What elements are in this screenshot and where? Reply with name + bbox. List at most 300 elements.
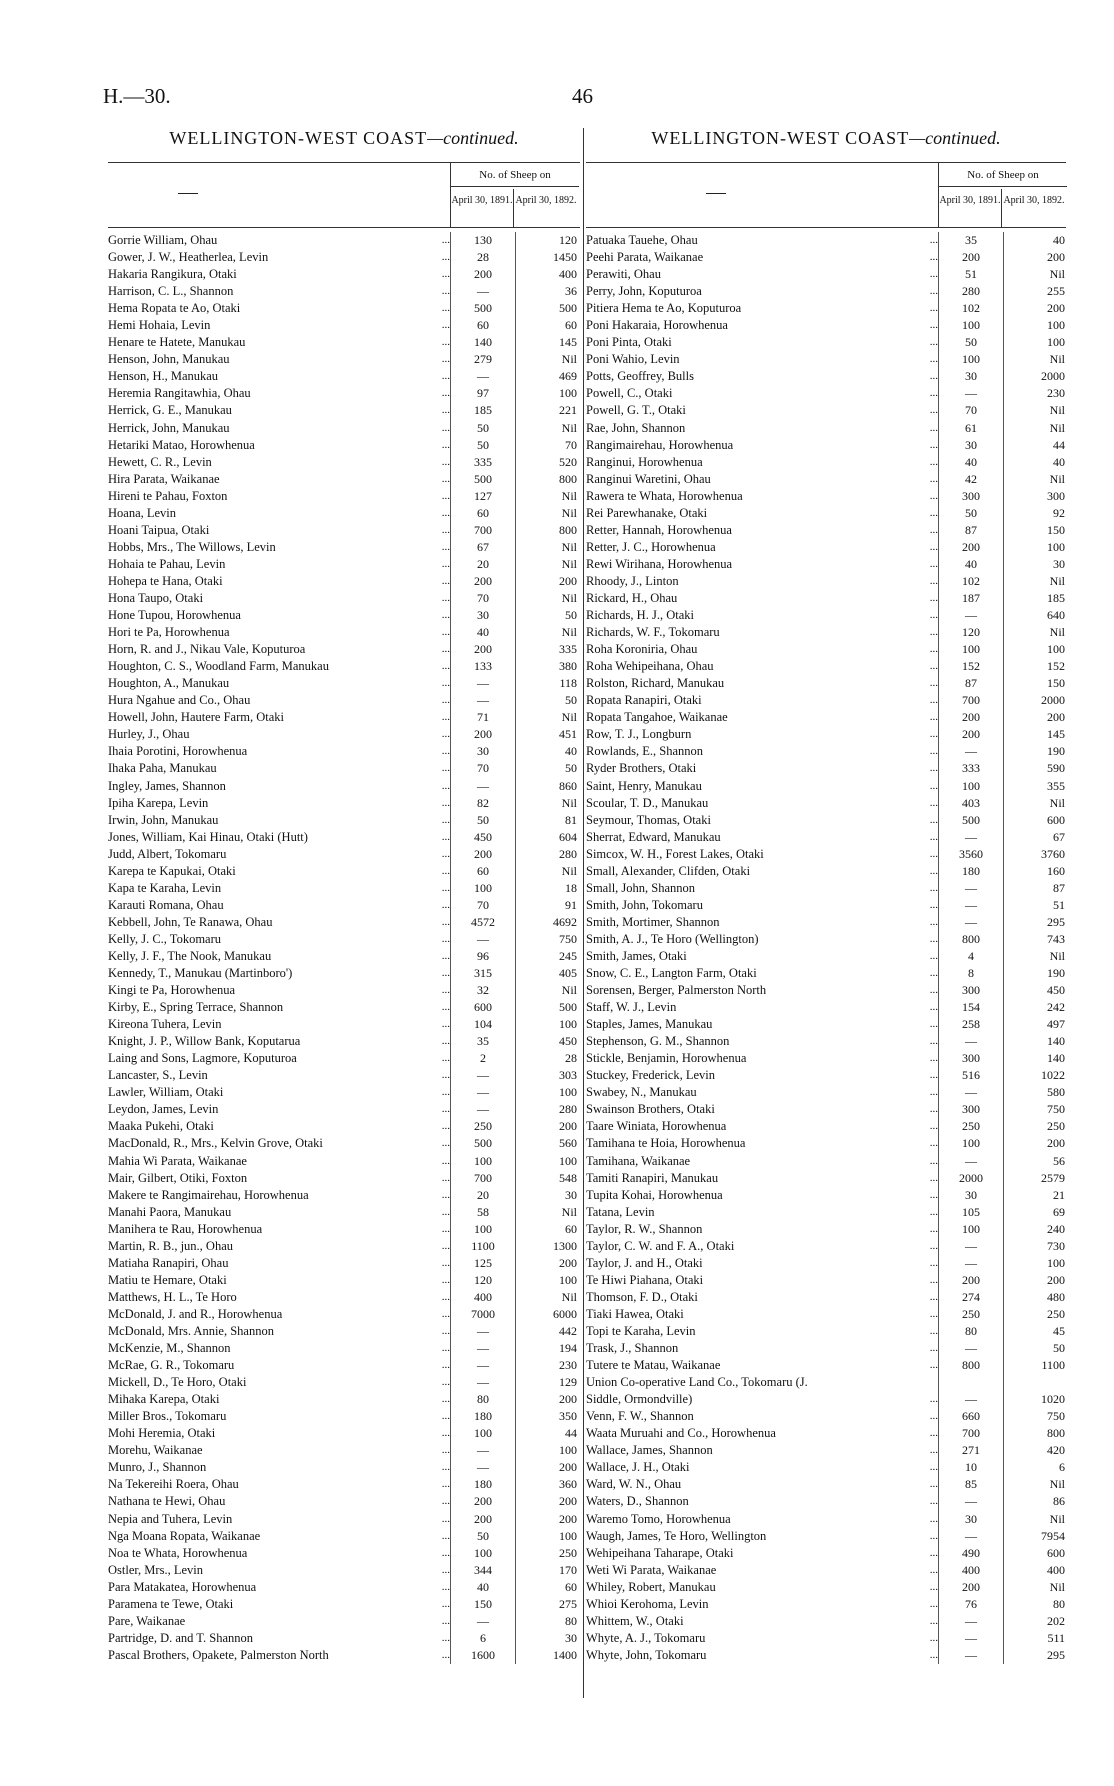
leader-dots: ... <box>441 506 450 519</box>
table-row <box>108 658 580 675</box>
sheep-1892: 69 <box>1003 1204 1067 1221</box>
table-row <box>108 795 580 812</box>
table-row <box>586 1647 1066 1664</box>
leader-dots: ... <box>929 1035 938 1048</box>
sheep-1892: 70 <box>515 437 579 454</box>
sheep-1891: 154 <box>938 999 1003 1016</box>
leader-dots: ... <box>929 1239 938 1252</box>
sheep-1891: 300 <box>938 982 1003 999</box>
leader-dots: ... <box>441 1495 450 1508</box>
sheep-1891: 100 <box>938 778 1003 795</box>
leader-dots: ... <box>441 1648 450 1661</box>
sheep-1891: — <box>450 1442 515 1459</box>
leader-dots: ... <box>929 1120 938 1133</box>
sheep-1892: 200 <box>515 1459 579 1476</box>
owner-name: Taylor, R. W., Shannon <box>586 1221 703 1236</box>
sheep-1892: 152 <box>1003 658 1067 675</box>
owner-name: Retter, Hannah, Horowhenua <box>586 522 732 537</box>
table-row <box>586 1033 1066 1050</box>
leader-dots: ... <box>929 540 938 553</box>
owner-name: Smith, A. J., Te Horo (Wellington) <box>586 931 759 946</box>
leader-dots: ... <box>441 1342 450 1355</box>
leader-dots: ... <box>441 847 450 860</box>
leader-dots: ... <box>441 234 450 246</box>
owner-name: Irwin, John, Manukau <box>108 812 219 827</box>
leader-dots: ... <box>929 847 938 860</box>
sheep-1892: 170 <box>515 1562 579 1579</box>
sheep-1892: 190 <box>1003 743 1067 760</box>
owner-name: Ropata Ranapiri, Otaki <box>586 693 702 708</box>
table-row <box>586 1408 1066 1425</box>
sheep-1891: — <box>938 743 1003 760</box>
owner-name: Pare, Waikanae <box>108 1613 186 1628</box>
right-group-title: No. of Sheep on <box>939 169 1067 187</box>
table-row <box>586 607 1066 624</box>
sheep-1892: 190 <box>1003 965 1067 982</box>
sheep-1891: 50 <box>938 334 1003 351</box>
sheep-1892: 28 <box>515 1050 579 1067</box>
sheep-1892: 200 <box>1003 1272 1067 1289</box>
leader-dots: ... <box>441 1035 450 1048</box>
sheep-1891: 10 <box>938 1459 1003 1476</box>
sheep-1891: — <box>938 385 1003 402</box>
sheep-1892: 230 <box>515 1357 579 1374</box>
owner-name: Miller Bros., Tokomaru <box>108 1409 227 1424</box>
sheep-1891: 70 <box>938 402 1003 419</box>
owner-name: Roha Wehipeihana, Ohau <box>586 659 714 674</box>
leader-dots: ... <box>929 574 938 587</box>
owner-name: Pascal Brothers, Opakete, Palmerston North <box>108 1647 329 1662</box>
table-row <box>586 658 1066 675</box>
table-row <box>586 1511 1066 1528</box>
owner-name: Makere te Rangimairehau, Horowhenua <box>108 1187 309 1202</box>
left-col1-header: April 30, 1891. <box>451 195 513 206</box>
leader-dots: ... <box>929 932 938 945</box>
table-row <box>108 1459 580 1476</box>
owner-name: Heremia Rangitawhia, Ohau <box>108 386 251 401</box>
sheep-1892: 250 <box>1003 1118 1067 1135</box>
leader-dots: ... <box>441 1393 450 1406</box>
owner-name: Waugh, James, Te Horo, Wellington <box>586 1528 767 1543</box>
sheep-1891: 250 <box>938 1118 1003 1135</box>
sheep-1892: 4692 <box>515 914 579 931</box>
leader-dots: ... <box>929 1648 938 1661</box>
sheep-1892: 469 <box>515 368 579 385</box>
leader-dots: ... <box>441 967 450 980</box>
owner-name: Ranginui, Horowhenua <box>586 454 703 469</box>
sheep-1891: 127 <box>450 488 515 505</box>
table-row <box>586 982 1066 999</box>
leader-dots: ... <box>929 1495 938 1508</box>
sheep-1891: 40 <box>450 1579 515 1596</box>
sheep-1891: 500 <box>450 300 515 317</box>
owner-name: Hona Taupo, Otaki <box>108 590 204 605</box>
leader-dots: ... <box>929 728 938 741</box>
owner-name: Poni Hakaraia, Horowhenua <box>586 318 728 333</box>
table-row <box>108 1528 580 1545</box>
sheep-1891: 40 <box>938 556 1003 573</box>
table-row <box>586 1391 1066 1408</box>
sheep-1891: 200 <box>450 1493 515 1510</box>
table-row <box>586 709 1066 726</box>
table-row <box>108 675 580 692</box>
sheep-1892: 548 <box>515 1170 579 1187</box>
owner-name: Powell, C., Otaki <box>586 386 673 401</box>
owner-name: Mair, Gilbert, Otiki, Foxton <box>108 1170 248 1185</box>
sheep-1892 <box>1003 1374 1067 1391</box>
sheep-1892: 100 <box>515 1528 579 1545</box>
owner-name: Seymour, Thomas, Otaki <box>586 812 711 827</box>
leader-dots: ... <box>441 557 450 570</box>
owner-name: Stickle, Benjamin, Horowhenua <box>586 1051 747 1066</box>
leader-dots: ... <box>929 472 938 485</box>
sheep-1892: 221 <box>515 402 579 419</box>
owner-name: Kelly, J. F., The Nook, Manukau <box>108 948 272 963</box>
sheep-1891: 120 <box>450 1272 515 1289</box>
leader-dots: ... <box>929 779 938 792</box>
sheep-1892: 44 <box>515 1425 579 1442</box>
leader-dots: ... <box>441 1018 450 1031</box>
sheep-1891: — <box>450 1357 515 1374</box>
table-row <box>586 880 1066 897</box>
owner-name: Mahia Wi Parata, Waikanae <box>108 1153 247 1168</box>
table-row <box>108 1425 580 1442</box>
owner-name: Tutere te Matau, Waikanae <box>586 1358 721 1373</box>
sheep-1892: 2000 <box>1003 368 1067 385</box>
table-row <box>586 488 1066 505</box>
sheep-1892: 520 <box>515 454 579 471</box>
sheep-1892: 30 <box>515 1630 579 1647</box>
owner-name: Tamiti Ranapiri, Manukau <box>586 1170 719 1185</box>
sheep-1892: Nil <box>1003 795 1067 812</box>
leader-dots: ... <box>441 421 450 434</box>
table-row <box>108 1511 580 1528</box>
owner-name: Kireona Tuhera, Levin <box>108 1017 222 1032</box>
table-row <box>586 1101 1066 1118</box>
table-row <box>586 1153 1066 1170</box>
leader-dots: ... <box>441 251 450 264</box>
sheep-1891: 87 <box>938 522 1003 539</box>
sheep-1891: 50 <box>450 437 515 454</box>
sheep-1892: Nil <box>1003 420 1067 437</box>
table-row <box>586 1493 1066 1510</box>
sheep-1891: — <box>938 1391 1003 1408</box>
sheep-1891: 30 <box>938 1187 1003 1204</box>
leader-dots: ... <box>441 1359 450 1372</box>
sheep-1891: 200 <box>938 709 1003 726</box>
sheep-1892: 245 <box>515 948 579 965</box>
right-column-title: WELLINGTON-WEST COAST—continued. <box>651 128 1001 148</box>
leader-dots: ... <box>441 1154 450 1167</box>
owner-name: Gower, J. W., Heatherlea, Levin <box>108 250 269 265</box>
sheep-1891: — <box>938 1238 1003 1255</box>
table-row <box>108 1562 580 1579</box>
sheep-1891: — <box>938 1613 1003 1630</box>
leader-dots: ... <box>929 1103 938 1116</box>
leader-dots: ... <box>441 591 450 604</box>
sheep-1892: 800 <box>1003 1425 1067 1442</box>
table-row <box>586 1084 1066 1101</box>
right-column <box>586 128 1066 1664</box>
sheep-1891: 200 <box>450 1511 515 1528</box>
leader-dots: ... <box>441 336 450 349</box>
sheep-1891: 1600 <box>450 1647 515 1664</box>
owner-name: Thomson, F. D., Otaki <box>586 1289 698 1304</box>
sheep-1892: 30 <box>1003 556 1067 573</box>
leader-dots: ... <box>929 626 938 639</box>
leader-dots: ... <box>441 898 450 911</box>
sheep-1892: 100 <box>515 1272 579 1289</box>
owner-name: Waters, D., Shannon <box>586 1494 689 1509</box>
owner-name: Para Matakatea, Horowhenua <box>108 1579 257 1594</box>
sheep-1892: Nil <box>1003 1511 1067 1528</box>
owner-name: Mihaka Karepa, Otaki <box>108 1392 220 1407</box>
sheep-1891: 40 <box>450 624 515 641</box>
leader-dots: ... <box>441 1069 450 1082</box>
table-row <box>586 812 1066 829</box>
sheep-1891: — <box>938 1255 1003 1272</box>
sheep-1892: 442 <box>515 1323 579 1340</box>
leader-dots: ... <box>929 1256 938 1269</box>
sheep-1892: 80 <box>515 1613 579 1630</box>
owner-name: Ropata Tangahoe, Waikanae <box>586 710 728 725</box>
table-row <box>108 1323 580 1340</box>
sheep-1892: 100 <box>515 1153 579 1170</box>
sheep-1892: 36 <box>515 283 579 300</box>
table-row <box>586 1067 1066 1084</box>
table-row <box>586 1170 1066 1187</box>
sheep-1891: — <box>450 1101 515 1118</box>
table-row <box>586 351 1066 368</box>
owner-name: Taare Winiata, Horowhenua <box>586 1119 727 1134</box>
left-table-header <box>108 162 580 228</box>
table-row <box>108 897 580 914</box>
sheep-1891: 200 <box>450 641 515 658</box>
sheep-1892: Nil <box>1003 573 1067 590</box>
owner-name: Henson, H., Manukau <box>108 369 219 384</box>
table-row <box>586 1528 1066 1545</box>
owner-name: Tiaki Hawea, Otaki <box>586 1306 684 1321</box>
leader-dots: ... <box>929 949 938 962</box>
sheep-1892: 750 <box>1003 1408 1067 1425</box>
leader-dots: ... <box>929 1188 938 1201</box>
sheep-1891: 82 <box>450 795 515 812</box>
owner-name: Simcox, W. H., Forest Lakes, Otaki <box>586 846 764 861</box>
sheep-1891: 35 <box>938 232 1003 249</box>
leader-dots: ... <box>441 711 450 724</box>
sheep-1891: 100 <box>450 1425 515 1442</box>
sheep-1892: Nil <box>1003 402 1067 419</box>
column-divider <box>583 128 584 1698</box>
table-row <box>586 1596 1066 1613</box>
owner-name: Venn, F. W., Shannon <box>586 1409 694 1424</box>
owner-name: Hura Ngahue and Co., Ohau <box>108 693 251 708</box>
leader-dots: ... <box>929 404 938 417</box>
leader-dots: ... <box>929 830 938 843</box>
sheep-1891: 2 <box>450 1050 515 1067</box>
table-row <box>586 863 1066 880</box>
leader-dots: ... <box>441 1461 450 1474</box>
owner-name: Hewett, C. R., Levin <box>108 454 212 469</box>
owner-name: Whittem, W., Otaki <box>586 1613 684 1628</box>
leader-dots: ... <box>441 1222 450 1235</box>
table-row <box>108 1033 580 1050</box>
sheep-1891: 60 <box>450 863 515 880</box>
sheep-1891: 100 <box>938 641 1003 658</box>
table-row <box>108 948 580 965</box>
sheep-1892: 6 <box>1003 1459 1067 1476</box>
owner-name: Waata Muruahi and Co., Horowhenua <box>586 1426 776 1441</box>
owner-name: Smith, James, Otaki <box>586 948 687 963</box>
leader-dots: ... <box>929 370 938 383</box>
sheep-1891: 70 <box>450 760 515 777</box>
leader-dots: ... <box>929 711 938 724</box>
table-row <box>108 1340 580 1357</box>
sheep-1892: 511 <box>1003 1630 1067 1647</box>
table-row <box>108 351 580 368</box>
owner-name: Wallace, James, Shannon <box>586 1443 713 1458</box>
sheep-1892: 200 <box>515 1255 579 1272</box>
sheep-1891: 96 <box>450 948 515 965</box>
sheep-1892: 451 <box>515 726 579 743</box>
sheep-1892: 1020 <box>1003 1391 1067 1408</box>
sheep-1892: 200 <box>515 1391 579 1408</box>
owner-name: Leydon, James, Levin <box>108 1102 219 1117</box>
leader-dots: ... <box>441 1188 450 1201</box>
table-row <box>586 471 1066 488</box>
table-row <box>108 266 580 283</box>
sheep-1891: 42 <box>938 471 1003 488</box>
sheep-1892: 350 <box>515 1408 579 1425</box>
sheep-1892: 500 <box>515 300 579 317</box>
sheep-1891: 3560 <box>938 846 1003 863</box>
leader-dots: ... <box>441 1614 450 1627</box>
sheep-1892: 405 <box>515 965 579 982</box>
sheep-1891: 200 <box>938 249 1003 266</box>
sheep-1892: 1100 <box>1003 1357 1067 1374</box>
leader-dots: ... <box>441 319 450 332</box>
sheep-1892: Nil <box>1003 471 1067 488</box>
leader-dots: ... <box>441 540 450 553</box>
sheep-1892: Nil <box>1003 948 1067 965</box>
owner-name: Smith, John, Tokomaru <box>586 897 703 912</box>
leader-dots: ... <box>929 677 938 690</box>
sheep-1891: 333 <box>938 760 1003 777</box>
sheep-1892: 380 <box>515 658 579 675</box>
sheep-1891: 100 <box>938 1135 1003 1152</box>
sheep-1891: 50 <box>938 505 1003 522</box>
sheep-1891: 30 <box>450 743 515 760</box>
leader-dots: ... <box>929 1171 938 1184</box>
table-row <box>108 641 580 658</box>
owner-name: Whioi Kerohoma, Levin <box>586 1596 709 1611</box>
leader-dots: ... <box>929 353 938 366</box>
owner-name: Ingley, James, Shannon <box>108 778 226 793</box>
sheep-1891: — <box>450 1459 515 1476</box>
sheep-1891: 20 <box>450 1187 515 1204</box>
table-row <box>108 505 580 522</box>
owner-name: Peehi Parata, Waikanae <box>586 250 704 265</box>
owner-name: Rangimairehau, Horowhenua <box>586 437 734 452</box>
owner-name: Ward, W. N., Ohau <box>586 1477 682 1492</box>
table-row <box>586 743 1066 760</box>
sheep-1891: — <box>450 1084 515 1101</box>
sheep-1891: 500 <box>938 812 1003 829</box>
leader-dots: ... <box>929 967 938 980</box>
leader-dots: ... <box>929 1546 938 1559</box>
owner-name: Tamihana te Hoia, Horowhenua <box>586 1136 746 1151</box>
sheep-1891: 300 <box>938 1050 1003 1067</box>
table-row <box>108 1493 580 1510</box>
leader-dots: ... <box>441 1239 450 1252</box>
leader-dots: ... <box>441 830 450 843</box>
sheep-1892: 120 <box>515 232 579 249</box>
table-row <box>108 880 580 897</box>
table-row <box>586 948 1066 965</box>
leader-dots: ... <box>441 472 450 485</box>
sheep-1892: Nil <box>515 539 579 556</box>
owner-name: Houghton, A., Manukau <box>108 676 230 691</box>
leader-dots: ... <box>929 984 938 997</box>
leader-dots: ... <box>441 762 450 775</box>
sheep-1891: 500 <box>450 471 515 488</box>
sheep-1892: 750 <box>515 931 579 948</box>
left-table-body <box>108 232 580 1664</box>
leader-dots: ... <box>441 932 450 945</box>
sheep-1891: 200 <box>450 573 515 590</box>
table-row <box>108 982 580 999</box>
table-row <box>108 1187 580 1204</box>
sheep-1891: 32 <box>450 982 515 999</box>
owner-name: Nepia and Tuhera, Levin <box>108 1511 233 1526</box>
leader-dots: ... <box>441 1631 450 1644</box>
leader-dots: ... <box>929 1342 938 1355</box>
owner-name: Powell, G. T., Otaki <box>586 403 686 418</box>
sheep-1891: 100 <box>450 1153 515 1170</box>
left-column-title: WELLINGTON-WEST COAST—continued. <box>169 128 519 148</box>
owner-name: Nathana te Hewi, Ohau <box>108 1494 226 1509</box>
sheep-1891: 450 <box>450 829 515 846</box>
sheep-1892: Nil <box>515 420 579 437</box>
sheep-1891: 185 <box>450 402 515 419</box>
table-row <box>108 931 580 948</box>
sheep-1892: 450 <box>515 1033 579 1050</box>
owner-name: Small, John, Shannon <box>586 880 696 895</box>
owner-name: Stephenson, G. M., Shannon <box>586 1034 730 1049</box>
leader-dots: ... <box>441 1478 450 1491</box>
owner-name: Hobbs, Mrs., The Willows, Levin <box>108 539 276 554</box>
right-col1-header: April 30, 1891. <box>939 195 1001 206</box>
sheep-1892: 100 <box>1003 1255 1067 1272</box>
sheep-1891: — <box>938 1153 1003 1170</box>
owner-name: Hira Parata, Waikanae <box>108 471 220 486</box>
leader-dots: ... <box>929 694 938 707</box>
sheep-1892: 7954 <box>1003 1528 1067 1545</box>
sheep-1891: 30 <box>938 437 1003 454</box>
leader-dots: ... <box>929 1137 938 1150</box>
table-row <box>108 846 580 863</box>
leader-dots: ... <box>929 881 938 894</box>
table-row <box>586 1459 1066 1476</box>
sheep-1892: 240 <box>1003 1221 1067 1238</box>
owner-name: Kapa te Karaha, Levin <box>108 880 222 895</box>
owner-name: Rowlands, E., Shannon <box>586 744 704 759</box>
owner-name: Hoani Taipua, Otaki <box>108 522 210 537</box>
sheep-1891: — <box>450 675 515 692</box>
table-row <box>586 573 1066 590</box>
sheep-1891: 258 <box>938 1016 1003 1033</box>
table-row <box>586 1272 1066 1289</box>
